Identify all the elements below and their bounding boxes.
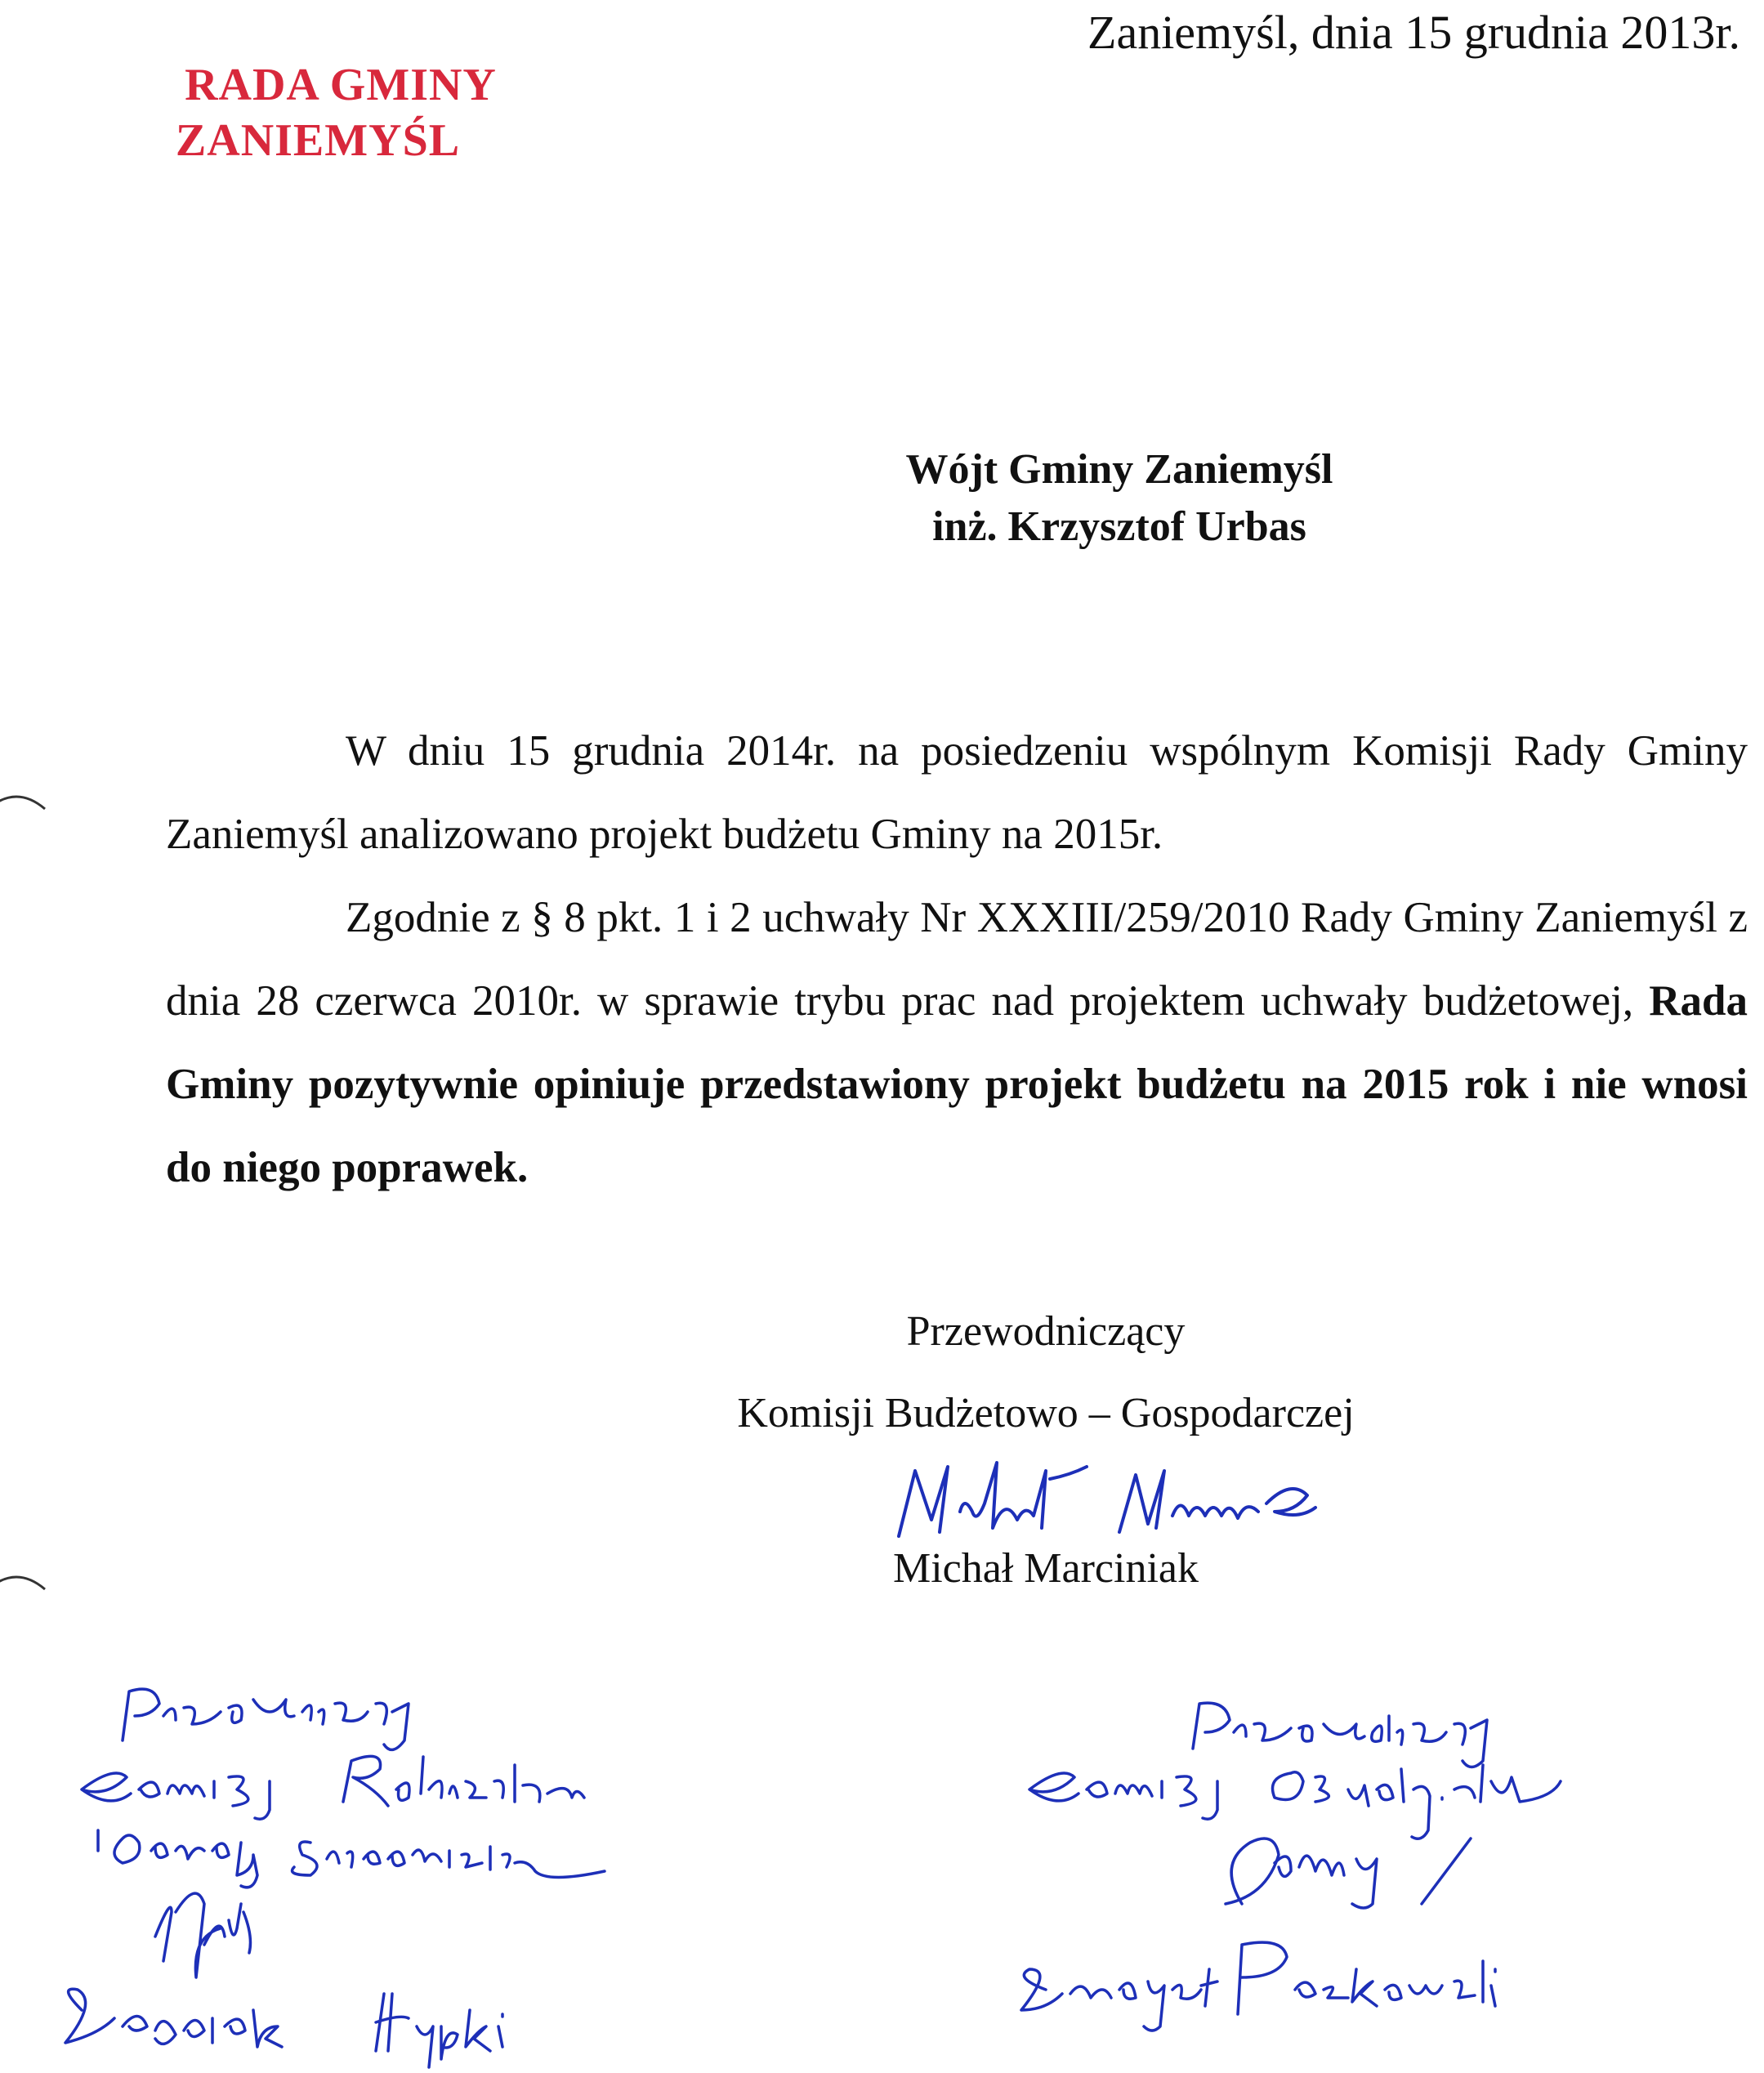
- punch-hole-upper: [0, 789, 57, 838]
- stamp-line-1: RADA GMINY: [185, 60, 497, 110]
- punch-hole-lower: [0, 1569, 57, 1618]
- paragraph-2-bold-resolution: Rada Gminy pozytywnie opiniuje przedstawiony projekt budżetu na 2015 rok i nie wnosi do niego poprawek.: [166, 977, 1748, 1191]
- paragraph-1: W dniu 15 grudnia 2014r. na posiedzeniu wspólnym Komisji Rady Gminy Zaniemyśl analizowano projekt budżetu Gminy na 2015r.: [166, 727, 1748, 858]
- addressee-name: inż. Krzysztof Urbas: [932, 503, 1306, 550]
- letter-body: [166, 709, 1748, 1209]
- right-handwritten-signature: [980, 1700, 1748, 2067]
- addressee-block: [891, 441, 1348, 556]
- stamp-line-2: ZANIEMYŚL: [175, 115, 461, 166]
- paragraph-2: [166, 876, 1748, 1209]
- chairman-name: Michał Marciniak: [893, 1545, 1199, 1592]
- chairman-title-line-1: Przewodniczący: [906, 1308, 1186, 1355]
- date-line: Zaniemyśl, dnia 15 grudnia 2013r.: [1087, 6, 1740, 59]
- council-stamp: [160, 57, 511, 168]
- left-handwritten-signature: [33, 1667, 752, 2067]
- chairman-title-block: [670, 1291, 1422, 1454]
- addressee-title: Wójt Gminy Zaniemyśl: [905, 446, 1333, 493]
- chairman-title-line-2: Komisji Budżetowo – Gospodarczej: [737, 1390, 1355, 1436]
- paragraph-2-text: Zgodnie z § 8 pkt. 1 i 2 uchwały Nr XXXIII/259/2010 Rady Gminy Zaniemyśl z dnia 28 czerwca 2010r. w sprawie trybu prac nad projektem uchwały budżetowej,: [166, 894, 1748, 1025]
